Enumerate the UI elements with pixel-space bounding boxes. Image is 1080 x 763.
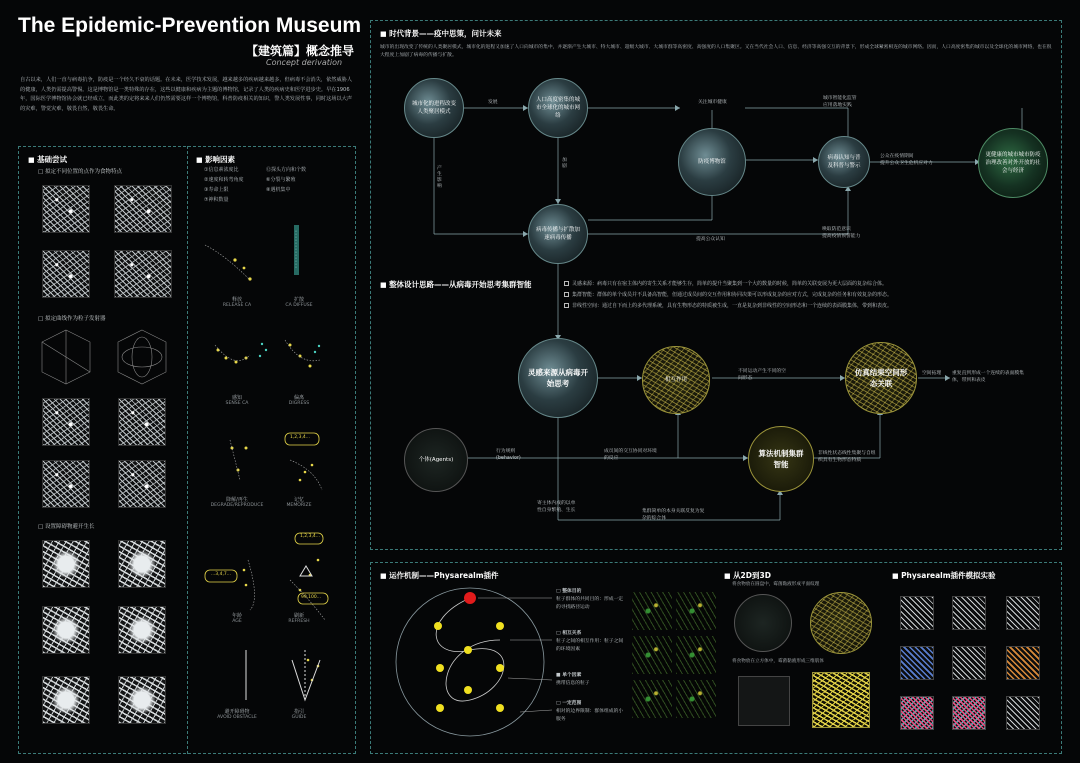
lbl-public: 公众在疫情期间 提升公众卫生危机应对力 xyxy=(880,154,933,166)
plugin-cube-9 xyxy=(1006,696,1040,730)
lbl-nonlinear: 非线性状态线性集聚与自组织具有生物形态特质 xyxy=(818,451,876,463)
plugin-heading: ■ Physarealm插件模拟实验 xyxy=(892,570,996,581)
design-heading: ■ 整体设计思路——从病毒开始思考集群智能 xyxy=(380,279,532,290)
node-dense-city: 人口高度密集的城市全球化的城市网络 xyxy=(528,78,588,138)
mech-item-1: □ 整体目的 粒子群体的共同目的：形成一定的寻找路径运动 xyxy=(556,589,624,610)
factor-4: ⑦神积数量 xyxy=(204,197,229,203)
cap-guide: 指引 GUIDE xyxy=(291,709,307,720)
mech-item-3: ■ 单个因素 携带信息的粒子 xyxy=(556,673,590,686)
cap-memorize: 记忆 MEMORIZE xyxy=(286,497,312,508)
node-virus-spread: 病毒传播与扩散加速病毒传播 xyxy=(528,204,588,264)
plugin-cube-7 xyxy=(900,696,934,730)
node-awareness: 病毒认知与普及科普与警示 xyxy=(818,136,870,188)
lbl-aggravate: 加剧 xyxy=(562,158,567,169)
trial-cube-2c xyxy=(42,460,90,508)
trial-cube-1d xyxy=(114,250,172,298)
cap-diffuse: 扩散 CA DIFFUSE xyxy=(285,297,313,308)
refresh-tag-1: 99,100... xyxy=(301,595,322,600)
node-urbanization: 城市化的进程改变人类聚居模式 xyxy=(404,78,464,138)
lbl-gather: 集群简单的本身关联反复为复杂的综合体 xyxy=(642,509,705,521)
factors-heading: ■ 影响因素 xyxy=(196,154,235,165)
plugin-cube-6 xyxy=(1006,646,1040,680)
refresh-tag-2: 1,2,3,4... xyxy=(300,534,321,539)
page-subtitle: 【建筑篇】概念推导 xyxy=(246,44,355,58)
lbl-produce: 产生影响 xyxy=(437,166,442,189)
design-bullet-2: 集群智能：群体的单个成员并不具备高智能，但通过成员间的交互作用和协同决策可以形成复杂的应对方式，完成复杂的任务和有效复杂的形态。 xyxy=(564,291,892,300)
plugin-cube-2 xyxy=(952,596,986,630)
mech-sim-5 xyxy=(632,680,672,718)
trial-cube-3b xyxy=(118,540,166,588)
trial-cube-1a xyxy=(42,185,90,233)
mech-item-4: □ 一定范围 相对的边界限制：群体组成的小服务 xyxy=(556,701,624,722)
mech-sim-1 xyxy=(632,592,672,630)
factor-3: ③寿命上限 xyxy=(204,187,229,193)
plugin-cube-1 xyxy=(900,596,934,630)
trial-cube-2a xyxy=(42,398,90,446)
d2d3-text-2: 将食物放在立方体中，霉菌黏液形成三维肌体 xyxy=(732,659,824,664)
era-intro: 城市的出现改变了传统的人类聚居模式，城市化的进程又加速了人口向城市的集中，并逐渐产生大城市、特大城市、超级大城市、大城市群等高密度、高强度的人口集聚区。又在当代社会人口、信息、经济等高强交互的背景下，形成全球紧密相连的城市网络。因而，人口高度密集的城市以及全球化的城市网络，也在很大程度上加剧了病毒的传播与扩散。 xyxy=(380,45,1052,58)
page-title: The Epidemic-Prevention Museum xyxy=(18,14,362,37)
d2d3-cube-empty xyxy=(738,676,790,726)
mech-sim-2 xyxy=(676,592,716,630)
basic-trial-item2: □ 拟定曲线作为粒子发射器 xyxy=(38,316,106,322)
lbl-awareness: 唤取防范意识 提高疫情预警能力 xyxy=(822,227,861,239)
lbl-interaction: 成员间的交互协同对环境的反应 xyxy=(604,449,657,461)
plugin-cube-5 xyxy=(952,646,986,680)
lbl-different: 不同运动产生不同的空间形态 xyxy=(738,369,786,381)
factor-5: ⑫探头方向和个数 xyxy=(266,167,307,173)
basic-trial-heading: ■ 基础尝试 xyxy=(28,154,67,165)
node-simulation: 仿真结果空间形态关联 xyxy=(845,342,917,414)
d2d3-heading: ■ 从2D到3D xyxy=(724,570,771,581)
d2d3-cube-grown xyxy=(812,672,870,728)
trial-cube-1c xyxy=(42,250,90,298)
lbl-city-smart: 城市智能化监管 应用落地实践 xyxy=(823,96,857,108)
trial-cube-3a xyxy=(42,540,90,588)
trial-cube-3d xyxy=(118,606,166,654)
page-subtitle-en: Concept derivation xyxy=(266,58,343,67)
node-museum: 防疫博物馆 xyxy=(678,128,746,196)
era-heading: ■ 时代背景——疫中思策，问计未来 xyxy=(380,28,502,39)
basic-trial-item3: □ 设置障碍物避开生长 xyxy=(38,524,95,530)
plugin-cube-3 xyxy=(1006,596,1040,630)
lbl-care-health: 关注城市健康 xyxy=(698,100,727,105)
d2d3-disc-grown xyxy=(810,592,872,654)
trial-cube-3c xyxy=(42,606,90,654)
mechanism-heading: ■ 运作机制——Physarealm插件 xyxy=(380,570,499,581)
cap-sense: 感知 SENSE CA xyxy=(225,395,249,406)
plugin-cube-8 xyxy=(952,696,986,730)
trial-cube-2d xyxy=(118,460,166,508)
node-healthier-city: 更健康的城市城市防疫治理改善对外开放的社会与经济 xyxy=(978,128,1048,198)
cap-age: 年龄 AGE xyxy=(231,613,242,624)
cap-avoid: 避开障碍物 AVOID OBSTACLE xyxy=(217,709,257,720)
trial-cube-3e xyxy=(42,676,90,724)
node-agents: 个体(Agents) xyxy=(404,428,468,492)
design-bullet-3: 非线性空间：通过自下而上的多代理系统，具有生物形态的特质被生成，一直是复杂到非线性的空间形态和一个连续的表面膜集体，带到和表皮。 xyxy=(564,302,892,311)
mech-sim-6 xyxy=(676,680,716,718)
mech-item-2: □ 相互关系 粒子之间的相互作用：粒子之间的环境因素 xyxy=(556,631,624,652)
lbl-result: 重复直到形成一个连续的表面膜集体，带到和表皮 xyxy=(952,371,1024,383)
node-interaction: 相互作用 xyxy=(642,346,710,414)
lbl-spatial: 空间拓理 xyxy=(922,371,942,376)
mech-sim-4 xyxy=(676,636,716,674)
lbl-behavior: 行为规则(behavior) xyxy=(496,449,521,461)
age-tag: ...3,4,7... xyxy=(211,572,232,577)
lbl-develop: 发展 xyxy=(488,100,498,105)
intro-text: 自古以来，人们一直与病毒抗争，防疫是一个经久不衰的话题。在未来，医学技术发展，越来越多的疾病越来越多，但病毒不会消失，依然威胁人的健康，人类仍需提高警惕。这是博物馆是一类特殊的存在，这些以健康和疾病为主题的博物馆，记录了人类的疾病史和医学进步史。早在1906年，国际医学博物馆协会就已经成立，而此类的定将来来人们仍然需要这样一个博物馆，科普防疫相关的知识，警人类发展性事，同时这场以大声的灾难，警觉灾难，敬畏自然，敬畏生命。 xyxy=(20,77,353,112)
basic-trial-item1: □ 拟定不同位置的点作为食物特点 xyxy=(38,169,122,175)
plugin-cube-4 xyxy=(900,646,934,680)
trial-cube-2b xyxy=(118,398,166,446)
cap-release: 释放 RELEASE CA xyxy=(222,297,252,308)
cap-refresh: 刷新 REFRESH xyxy=(288,613,310,624)
node-algorithm: 算法机制集群智能 xyxy=(748,426,814,492)
factor-1: ①信息素浓度比 xyxy=(204,167,239,173)
memory-tag: 1,2,3,4... xyxy=(290,435,311,440)
d2d3-disc-empty xyxy=(734,594,792,652)
design-bullet-1: 灵感来源：病毒只有在宿主体内的寄生关系才能够生存，简单的提升当聚集到一个大的数量的时候，简单的关联变展为更大层面的复杂综合体。 xyxy=(564,280,887,289)
node-inspiration: 灵感来源从病毒开始思考 xyxy=(518,338,598,418)
mech-sim-3 xyxy=(632,636,672,674)
cap-digress: 偏离 DIGRESS xyxy=(288,395,310,406)
factor-6: ⑥分裂与繁殖 xyxy=(266,177,296,183)
d2d3-text-1: 将食物放在圆盘中，霉菌黏液形成平面纹理 xyxy=(732,582,820,587)
lbl-raise: 提高公众认知 xyxy=(696,237,725,242)
trial-cube-3f xyxy=(118,676,166,724)
trial-cube-1b xyxy=(114,185,172,233)
factor-2: ②速度和转弯角度 xyxy=(204,177,244,183)
left-divider xyxy=(187,146,188,754)
lbl-host: 寄主体内成的以单性自身繁殖、生长 xyxy=(537,501,576,513)
factor-7: ⑧遇机集中 xyxy=(266,187,291,193)
cap-degrade: 降解/再生 DEGRADE/REPRODUCE xyxy=(210,497,264,508)
